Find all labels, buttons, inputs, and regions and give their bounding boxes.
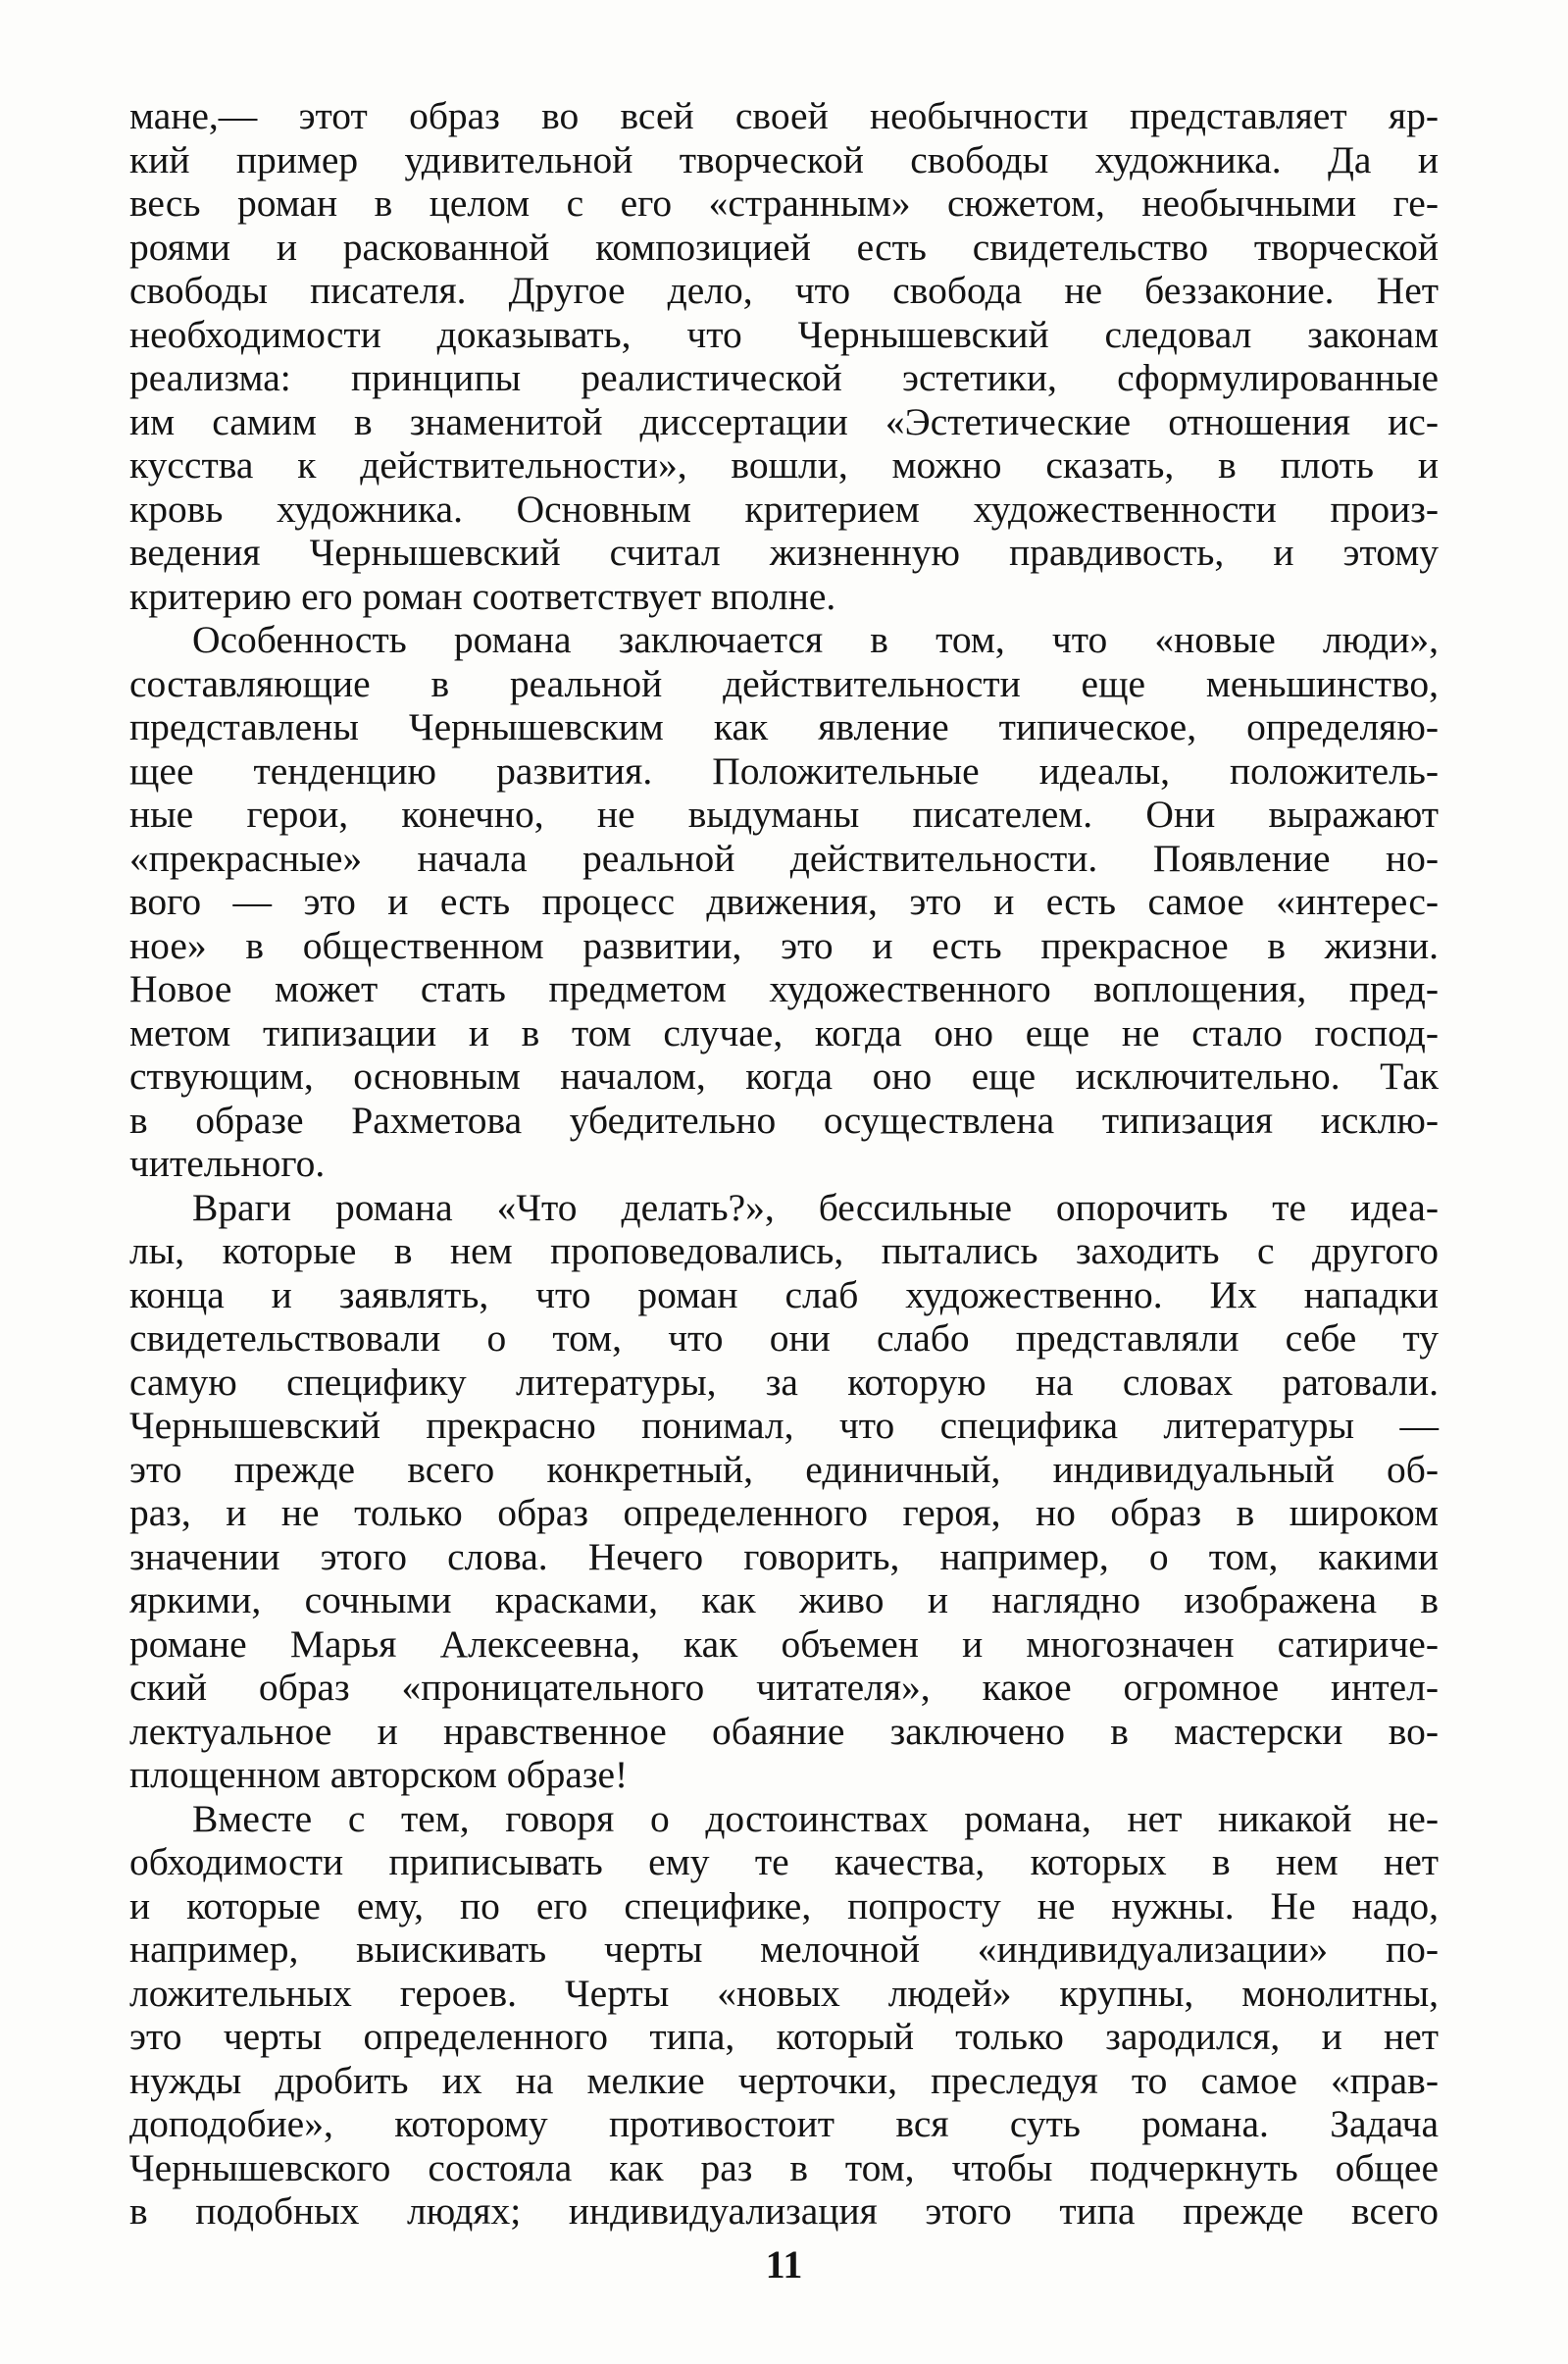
text-line: мане,— этот образ во всей своей необычности представляет яр- — [129, 94, 1439, 137]
paragraph-2 — [129, 618, 1439, 1186]
page-number: 11 — [765, 2242, 803, 2287]
text-line: нужды дробить их на мелкие черточки, преследуя то самое «прав- — [129, 2058, 1439, 2102]
text-line: свободы писателя. Другое дело, что свобода не беззаконие. Нет — [129, 269, 1439, 312]
text-line: обходимости приписывать ему те качества, которых в нем нет — [129, 1840, 1439, 1883]
text-line: метом типизации и в том случае, когда оно еще не стало господ- — [129, 1010, 1439, 1054]
text-line: и которые ему, по его специфике, попросту не нужны. Не надо, — [129, 1883, 1439, 1927]
text-line: в подобных людях; индивидуализация этого типа прежде всего — [129, 2189, 1439, 2233]
text-line: ложительных героев. Черты «новых людей» крупны, монолитны, — [129, 1971, 1439, 2015]
text-line: доподобие», которому противостоит вся суть романа. Задача — [129, 2102, 1439, 2145]
text-line: свидетельствовали о том, что они слабо представляли себе ту — [129, 1316, 1439, 1360]
text-line: щее тенденцию развития. Положительные идеалы, положитель- — [129, 748, 1439, 793]
text-line: реализма: принципы реалистической эстетики, сформулированные — [129, 356, 1439, 399]
text-line: ведения Чернышевский считал жизненную правдивость, и этому — [129, 531, 1439, 574]
text-line: романе Марья Алексеевна, как объемен и многозначен сатириче- — [129, 1621, 1439, 1666]
text-line: Вместе с тем, говоря о достоинствах романа, нет никакой не- — [192, 1796, 1439, 1840]
text-line: ский образ «проницательного читателя», какое огромное интел- — [129, 1666, 1439, 1709]
text-line: им самим в знаменитой диссертации «Эстетические отношения ис- — [129, 399, 1439, 443]
text-line: Враги романа «Что делать?», бессильные опорочить те идеа- — [192, 1185, 1439, 1229]
text-line: составляющие в реальной действительности еще меньшинство, — [129, 661, 1439, 705]
text-line: необходимости доказывать, что Чернышевский следовал законам — [129, 312, 1439, 356]
text-line: «прекрасные» начала реальной действительности. Появление но- — [129, 836, 1439, 880]
body-text — [129, 94, 1439, 2234]
text-line: Чернышевского состояла как раз в том, чтобы подчеркнуть общее — [129, 2145, 1439, 2189]
text-line: например, выискивать черты мелочной «индивидуализации» по- — [129, 1927, 1439, 1971]
text-line: весь роман в целом с его «странным» сюжетом, необычными ге- — [129, 181, 1439, 225]
text-line: раз, и не только образ определенного героя, но образ в широком — [129, 1491, 1439, 1534]
text-line: конца и заявлять, что роман слаб художественно. Их нападки — [129, 1272, 1439, 1316]
text-line: кусства к действительности», вошли, можно сказать, в плоть и — [129, 443, 1439, 487]
text-line: ное» в общественном развитии, это и есть прекрасное в жизни. — [129, 923, 1439, 967]
text-line: это прежде всего конкретный, единичный, индивидуальный об- — [129, 1447, 1439, 1491]
text-line: в образе Рахметова убедительно осуществлена типизация исклю- — [129, 1098, 1439, 1142]
paragraph-1 — [129, 94, 1439, 618]
text-line: яркими, сочными красками, как живо и наглядно изображена в — [129, 1578, 1439, 1621]
paragraph-3 — [129, 1186, 1439, 1797]
text-line: чительного. — [129, 1142, 326, 1185]
text-line: роями и раскованной композицией есть свидетельство творческой — [129, 225, 1439, 269]
text-line: это черты определенного типа, который только зародился, и нет — [129, 2015, 1439, 2058]
text-line: Чернышевский прекрасно понимал, что специфика литературы — — [129, 1404, 1439, 1447]
text-line: кий пример удивительной творческой свободы художника. Да и — [129, 137, 1439, 181]
paragraph-4 — [129, 1797, 1439, 2234]
text-line: лы, которые в нем проповедовались, пытались заходить с другого — [129, 1229, 1439, 1272]
text-line: самую специфику литературы, за которую на словах ратовали. — [129, 1360, 1439, 1404]
text-line: лектуальное и нравственное обаяние заключено в мастерски во- — [129, 1709, 1439, 1753]
text-line: Новое может стать предметом художественного воплощения, пред- — [129, 967, 1439, 1010]
text-line: площенном авторском образе! — [129, 1753, 629, 1796]
text-line: критерию его роман соответствует вполне. — [129, 574, 836, 618]
text-line: ствующим, основным началом, когда оно еще исключительно. Так — [129, 1054, 1439, 1098]
text-line: значении этого слова. Нечего говорить, например, о том, какими — [129, 1534, 1439, 1578]
text-line: представлены Чернышевским как явление типическое, определяю- — [129, 705, 1439, 748]
text-line: Особенность романа заключается в том, что «новые люди», — [192, 618, 1439, 661]
text-line: ные герои, конечно, не выдуманы писателем. Они выражают — [129, 793, 1439, 836]
text-line: кровь художника. Основным критерием художественности произ- — [129, 487, 1439, 531]
text-line: вого — это и есть процесс движения, это и есть самое «интерес- — [129, 880, 1439, 923]
